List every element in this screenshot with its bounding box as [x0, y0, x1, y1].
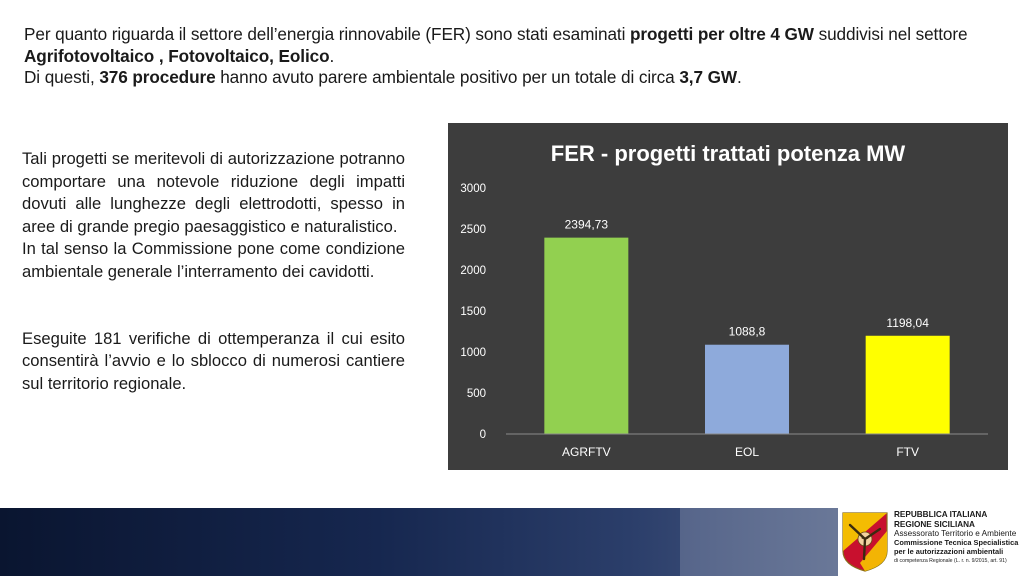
y-tick-label: 1000 [460, 347, 486, 359]
body-text [22, 148, 405, 395]
intro-line-2 [24, 67, 1009, 89]
region-logo [838, 508, 1024, 576]
intro-line-1 [24, 24, 1009, 67]
intro-text-segment: . [736, 67, 742, 87]
bar-eol [705, 345, 789, 434]
data-label: 2394,73 [564, 217, 609, 232]
body-paragraph-2: In tal senso la Commissione pone come condizione ambientale generale l’interramento dei cavidotti. [22, 239, 405, 281]
intro-text-segment: . [329, 45, 335, 66]
intro-text-segment: suddivisi nel settore [813, 24, 968, 44]
x-tick-label: FTV [896, 445, 920, 459]
logo-text [894, 510, 1024, 565]
logo-line-law: di competenza Regionale (L. r. n. 9/2015, art. 91) [894, 557, 1007, 564]
intro-text-segment: Per quanto riguarda il settore dell’energia rinnovabile (FER) sono stati esaminati [24, 24, 630, 44]
body-paragraph-1: Tali progetti se meritevoli di autorizzazione potranno comportare una notevole riduzione degli impatti dovuti alle lunghezze degli elettrodotti, spesso in aree di grande pregio paesaggistico e naturalistico. [22, 149, 405, 236]
bar-chart [448, 123, 1008, 470]
logo-line-region: REGIONE SICILIANA [894, 519, 975, 529]
x-tick-label: AGRFTV [561, 445, 611, 459]
intro-highlight-sectors: Agrifotovoltaico , Fotovoltaico, Eolico [24, 45, 330, 66]
bar-ftv [866, 336, 950, 434]
data-label: 1088,8 [728, 324, 766, 339]
logo-line-commission: Commissione Tecnica Specialistica [894, 538, 1019, 547]
logo-line-authorizations: per le autorizzazioni ambientali [894, 546, 1004, 556]
footer-accent-block [680, 508, 838, 576]
y-tick-label: 3000 [460, 183, 486, 195]
logo-line-republic: REPUBBLICA ITALIANA [894, 510, 988, 519]
data-label: 1198,04 [886, 315, 929, 330]
logo-line-assessorato: Assessorato Territorio e Ambiente [894, 529, 1017, 538]
x-tick-label: EOL [734, 445, 760, 459]
y-tick-label: 1500 [460, 306, 486, 318]
y-tick-label: 2500 [460, 224, 486, 236]
intro-text-segment: Di questi, [24, 67, 100, 87]
y-tick-label: 500 [466, 388, 486, 400]
intro-text [24, 24, 1009, 89]
y-tick-label: 2000 [460, 265, 486, 277]
chart-title: FER - progetti trattati potenza MW [550, 141, 906, 166]
body-paragraph-3: Eseguite 181 verifiche di ottemperanza il cui esito consentirà l’avvio e lo sblocco di numerosi cantiere sul territorio regionale. [22, 328, 405, 393]
intro-highlight-total: 3,7 GW [679, 67, 737, 87]
intro-text-segment: hanno avuto parere ambientale positivo per un totale di circa [215, 67, 680, 87]
intro-highlight-procedures: 376 procedure [99, 67, 216, 87]
bar-agrftv [544, 238, 628, 434]
chart-panel [448, 123, 1008, 470]
y-tick-label: 0 [479, 429, 486, 441]
trinacria-emblem-icon [840, 511, 890, 573]
intro-highlight-gw: progetti per oltre 4 GW [630, 24, 814, 44]
